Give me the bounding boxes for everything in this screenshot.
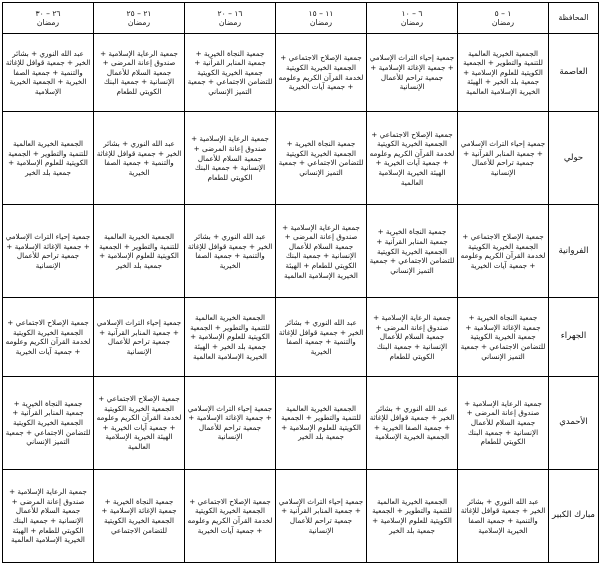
- header-period: [185, 3, 276, 34]
- schedule-document: [2, 2, 598, 563]
- table-cell: جمعية النجاة الخيرية + جمعية المنابر القرآنية + جمعية الخيرية الكويتية للتضامن الاجتماعي + جمعية التميز الإنساني: [185, 34, 276, 112]
- header-period: [94, 3, 185, 34]
- table-cell: جمعية النجاة الخيرية + جمعية المنابر القرآنية + الجمعية الخيرية الكويتية للتضامن الاجتماعي + جمعية التميز الإنساني: [3, 376, 94, 469]
- table-cell: جمعية الإصلاح الاجتماعي + الجمعية الخيرية الكويتية لخدمة القرآن الكريم وعلومه + جمعية آيات الخيرية: [458, 205, 549, 298]
- table-cell: جمعية إحياء التراث الإسلامي + جمعية الإغاثة الإسلامية + جمعية تراحم للأعمال الإنسانية: [185, 376, 276, 469]
- header-period: [276, 3, 367, 34]
- table-row: [3, 469, 599, 562]
- table-cell: جمعية النجاة الخيرية + جمعية المنابر القرآنية + الجمعية الخيرية الكويتية للتضامن الاجتماعي + جمعية التميز الإنساني: [367, 205, 458, 298]
- table-cell: جمعية الرعاية الإسلامية + صندوق إعانة المرضى + جمعية السلام للأعمال الإنسانية + جمعية البنك الكويتي للطعام: [367, 298, 458, 376]
- governorate-cell: العاصمة: [549, 34, 599, 112]
- table-cell: عبد الله النوري + بشائر الخير + جمعية قوافل للإغاثة والتنمية + جمعية الصفا الخيرية + الجمعية الخيرية الإسلامية: [3, 34, 94, 112]
- table-cell: جمعية إحياء التراث الإسلامي + جمعية المنابر القرآنية + جمعية تراحم للأعمال الإنسانية: [94, 298, 185, 376]
- table-cell: جمعية الرعاية الإسلامية + صندوق إعانة المرضى + جمعية السلام للأعمال الإنسانية + جمعية البنك الكويتي للطعام: [185, 112, 276, 205]
- header-governorate: المحافظة: [549, 3, 599, 34]
- header-period: [367, 3, 458, 34]
- table-cell: الجمعية الخيرية العالمية للتنمية والتطوير + الجمعية الكويتية للعلوم الإسلامية + جمعية بلد الخير + الهيئة الخيرية الإسلامية العالمية: [458, 34, 549, 112]
- table-cell: الجمعية الخيرية العالمية للتنمية والتطوير + الجمعية الكويتية للعلوم الإسلامية + جمعية بلد الخير: [94, 205, 185, 298]
- table-row: [3, 112, 599, 205]
- table-cell: جمعية الإصلاح الاجتماعي + الجمعية الخيرية الكويتية لخدمة القرآن الكريم وعلومه + جمعية آيات الخيرية: [276, 34, 367, 112]
- period-month: رمضان: [218, 18, 242, 27]
- period-month: رمضان: [127, 18, 151, 27]
- header-period: [3, 3, 94, 34]
- period-month: رمضان: [36, 18, 60, 27]
- table-cell: جمعية الرعاية الإسلامية + صندوق إعانة المرضى + جمعية السلام للأعمال الإنسانية + جمعية البنك الكويتي للطعام: [94, 34, 185, 112]
- table-cell: عبد الله النوري + بشائر الخير + جمعية قوافل للإغاثة والتنمية + جمعية الصفا الخيرية: [185, 205, 276, 298]
- period-range: ٢١ – ٢٥: [126, 8, 152, 18]
- table-cell: جمعية إحياء التراث الإسلامي + جمعية الإغاثة الإسلامية + جمعية تراحم للأعمال الإنسانية: [367, 34, 458, 112]
- table-cell: جمعية الرعاية الإسلامية + صندوق إعانة المرضى + جمعية السلام للأعمال الإنسانية + جمعية البنك الكويتي للطعام + الهيئة الخيرية الإسلامية العالمية: [3, 469, 94, 562]
- period-month: رمضان: [309, 18, 333, 27]
- table-row: [3, 205, 599, 298]
- period-month: رمضان: [400, 18, 424, 27]
- period-range: ٢٦ – ٣٠: [35, 8, 61, 18]
- table-cell: عبد الله النوري + بشائر الخير + جمعية قوافل للإغاثة والتنمية + جمعية الصفا الخيرية: [276, 298, 367, 376]
- table-cell: جمعية الإصلاح الاجتماعي + الجمعية الخيرية الكويتية لخدمة القرآن الكريم وعلومه + جمعية آيات الخيرية + الهيئة الخيرية الإسلامية العالمية: [367, 112, 458, 205]
- header-row: [3, 3, 599, 34]
- table-cell: عبد الله النوري + بشائر الخير + جمعية قوافل للإغاثة + جمعية الصفا الخيرية + الجمعية الخيرية الإسلامية: [367, 376, 458, 469]
- table-cell: جمعية النجاة الخيرية + جمعية الإغاثة الإسلامية + الجمعية الخيرية الكويتية للتضامن الاجتماعي: [94, 469, 185, 562]
- table-cell: جمعية إحياء التراث الإسلامي + جمعية الإغاثة الإسلامية + جمعية تراحم للأعمال الإنسانية: [3, 205, 94, 298]
- period-range: ١٦ – ٢٠: [217, 8, 243, 18]
- table-cell: الجمعية الخيرية العالمية للتنمية والتطوير + الجمعية الكويتية للعلوم الإسلامية + جمعية بلد الخير: [276, 376, 367, 469]
- table-row: [3, 376, 599, 469]
- table-cell: جمعية الإصلاح الاجتماعي + الجمعية الخيرية الكويتية لخدمة القرآن الكريم وعلومه + جمعية آيات الخيرية: [3, 298, 94, 376]
- period-range: ٦ – ١٠: [401, 8, 423, 18]
- governorate-cell: حولي: [549, 112, 599, 205]
- governorate-cell: الأحمدي: [549, 376, 599, 469]
- table-cell: جمعية الإصلاح الاجتماعي + الجمعية الخيرية الكويتية لخدمة القرآن الكريم وعلومه + جمعية آيات الخيرية: [185, 469, 276, 562]
- table-row: [3, 34, 599, 112]
- table-cell: الجمعية الخيرية العالمية للتنمية والتطوير + الجمعية الكويتية للعلوم الإسلامية + جمعية بلد الخير: [3, 112, 94, 205]
- schedule-table: [2, 2, 599, 563]
- period-range: ١ – ٥: [494, 8, 512, 18]
- table-cell: الجمعية الخيرية العالمية للتنمية والتطوير + الجمعية الكويتية للعلوم الإسلامية + جمعية بلد الخير: [367, 469, 458, 562]
- table-row: [3, 298, 599, 376]
- table-cell: عبد الله النوري + بشائر الخير + جمعية قوافل للإغاثة والتنمية + جمعية الصفا الخيرية الإسلامية: [458, 469, 549, 562]
- governorate-cell: الفروانية: [549, 205, 599, 298]
- header-period: [458, 3, 549, 34]
- period-range: ١١ – ١٥: [308, 8, 334, 18]
- table-cell: جمعية إحياء التراث الإسلامي + جمعية المنابر القرآنية + جمعية تراحم للأعمال الإنسانية: [276, 469, 367, 562]
- governorate-cell: مبارك الكبير: [549, 469, 599, 562]
- table-cell: جمعية الإصلاح الاجتماعي + الجمعية الخيرية الكويتية لخدمة القرآن الكريم وعلومه + جمعية آيات الخيرية + الهيئة الخيرية الإسلامية العالمية: [94, 376, 185, 469]
- table-cell: الجمعية الخيرية العالمية للتنمية والتطوير + الجمعية الكويتية للعلوم الإسلامية + جمعية بلد الخير + الهيئة الخيرية الإسلامية العالمية: [185, 298, 276, 376]
- governorate-cell: الجهراء: [549, 298, 599, 376]
- table-cell: جمعية النجاة الخيرية + جمعية الإغاثة الإسلامية + جمعية الخيرية الكويتية للتضامن الاجتماعي + جمعية التميز الإنساني: [458, 298, 549, 376]
- table-cell: جمعية الرعاية الإسلامية + صندوق إعانة المرضى + جمعية السلام للأعمال الإنسانية + جمعية البنك الكويتي للطعام: [458, 376, 549, 469]
- table-cell: عبد الله النوري + بشائر الخير + جمعية قوافل للإغاثة والتنمية + جمعية الصفا الخيرية: [94, 112, 185, 205]
- period-month: رمضان: [491, 18, 515, 27]
- table-cell: جمعية إحياء التراث الإسلامي + جمعية المنابر القرآنية + جمعية تراحم للأعمال الإنسانية: [458, 112, 549, 205]
- table-cell: جمعية الرعاية الإسلامية + صندوق إعانة المرضى + جمعية السلام للأعمال الإنسانية + جمعية البنك الكويتي للطعام + الهيئة الخيرية الإسلامية العالمية: [276, 205, 367, 298]
- table-cell: جمعية النجاة الخيرية + الجمعية الخيرية الكويتية للتضامن الاجتماعي + جمعية التميز الإنساني: [276, 112, 367, 205]
